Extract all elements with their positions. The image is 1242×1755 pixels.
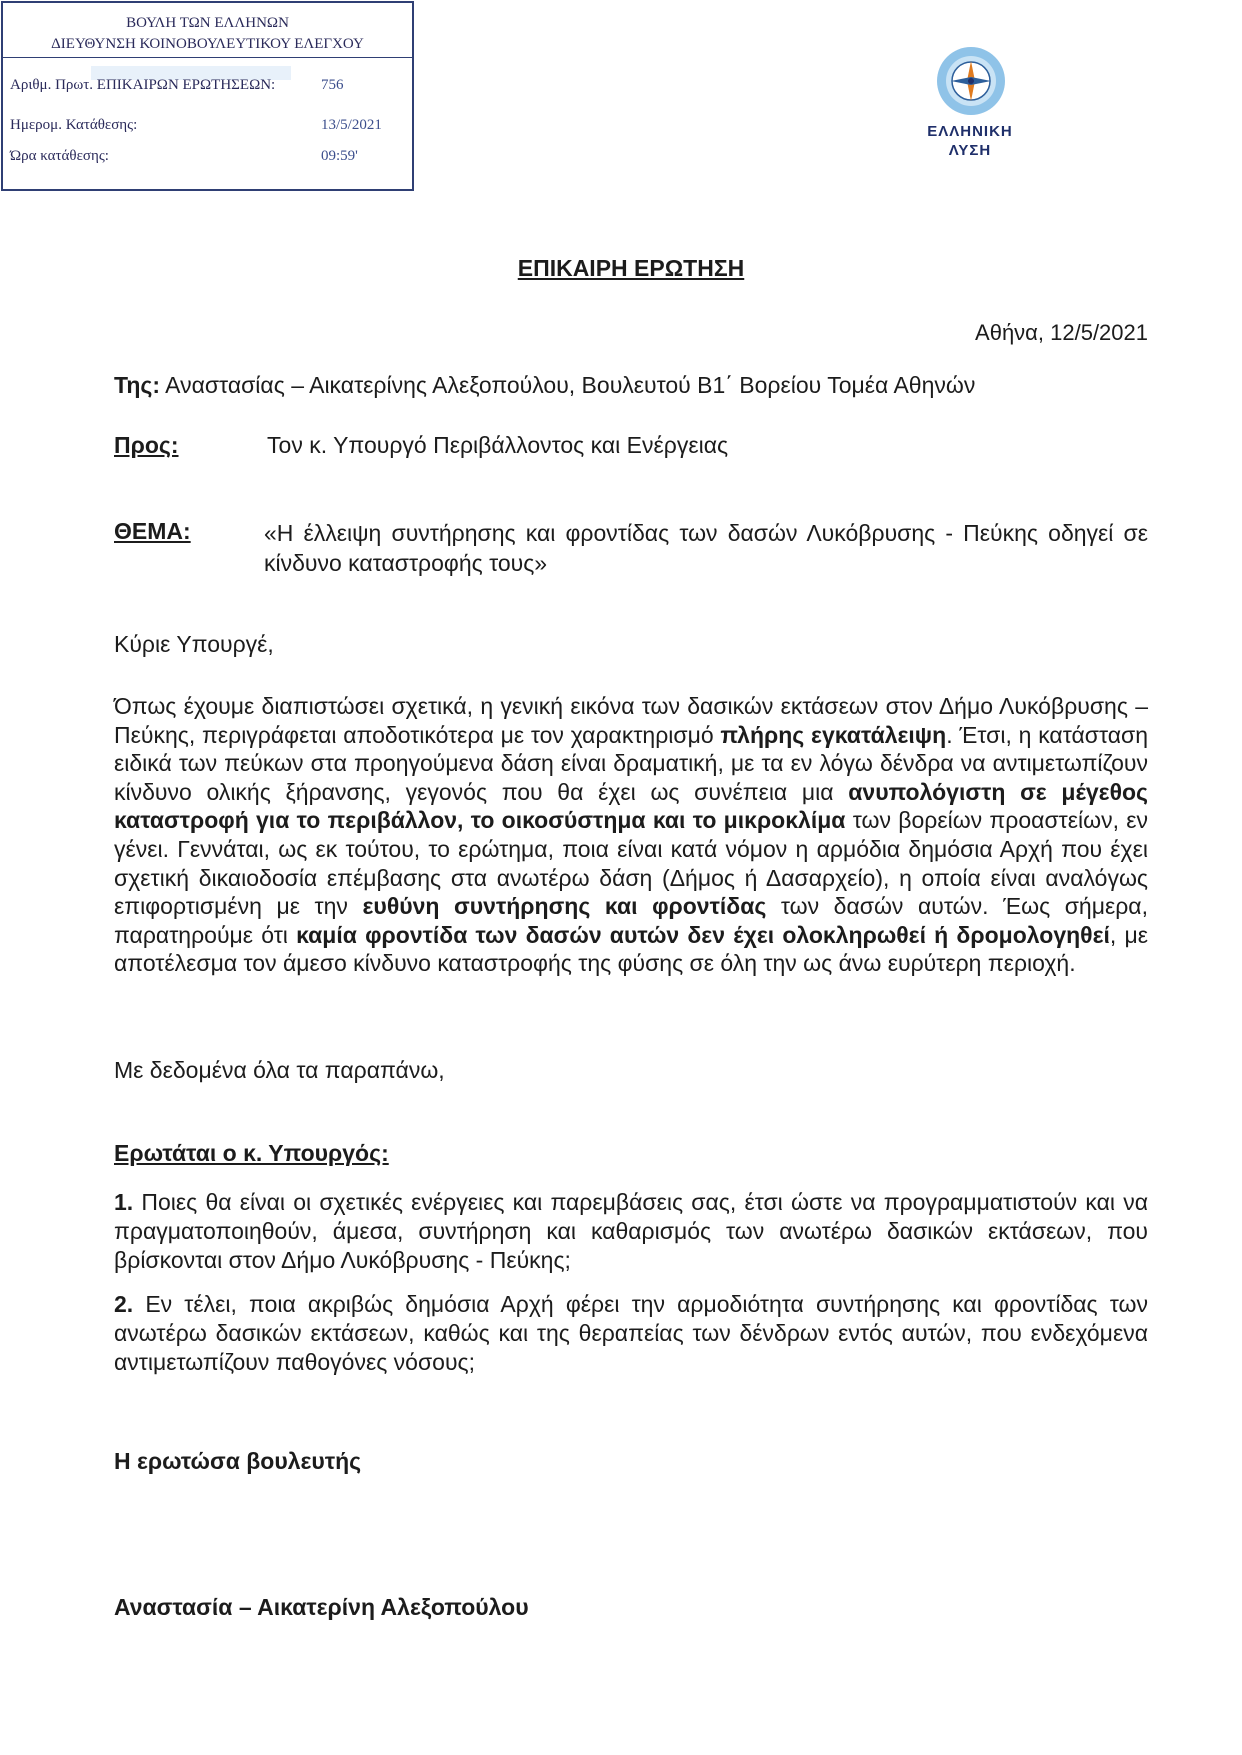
compass-icon <box>935 45 1007 117</box>
question-2 <box>114 1290 1148 1377</box>
sender-line <box>114 372 975 399</box>
body-emphasis: ευθύνη συντήρησης και φροντίδας <box>362 893 767 920</box>
sender-label: Της: <box>114 372 161 398</box>
stamp-directorate: ΔΙΕΥΘΥΝΣΗ ΚΟΙΝΟΒΟΥΛΕΥΤΙΚΟΥ ΕΛΕΓΧΟΥ <box>51 36 364 52</box>
stamp-value: 09:59' <box>321 148 358 164</box>
body-text: των δασών αυτών. Έως σήμερα, παρατηρούμε ότι <box>114 893 1148 948</box>
filing-stamp <box>1 1 414 191</box>
questions-heading: Ερωτάται ο κ. Υπουργός: <box>114 1140 389 1166</box>
question-1 <box>114 1188 1148 1275</box>
transition-line: Με δεδομένα όλα τα παραπάνω, <box>114 1057 445 1083</box>
party-logo <box>905 45 1050 165</box>
body-text: , με αποτέλεσμα τον άμεσο κίνδυνο καταστροφής της φύσης σε όλη την ως άνω ευρύτερη περιοχή. <box>114 921 1148 977</box>
stamp-value: 13/5/2021 <box>321 117 382 133</box>
stamp-label: Ώρα κατάθεσης: <box>10 148 109 164</box>
salutation: Κύριε Υπουργέ, <box>114 631 274 657</box>
body-text: . Έτσι, η κατάσταση ειδικά των πεύκων στα προηγούμενα δάση είναι δραματική, με τα εν λόγω δένδρα να αντιμετωπίζουν κίνδυνο ολικής ξήρανσης, γεγονός που θα έχει ως συνέπεια μια <box>114 721 1149 805</box>
body-emphasis: ανυπολόγιστη σε μέγεθος καταστροφή για το περιβάλλον, το οικοσύστημα και το μικροκλίμα <box>114 778 1149 834</box>
body-text: των βορείων προαστείων, εν γένει. Γεννάται, ως εκ τούτου, το ερώτημα, ποια είναι κατά νόμον η αρμόδια δημόσια Αρχή που έχει σχετική δικαιοδοσία επέμβασης στα ανωτέρω δάση (Δήμος ή Δασαρχείο), η οποία είναι αναλόγως επιφορτισμένη με την <box>114 807 1148 920</box>
question-text: Εν τέλει, ποια ακριβώς δημόσια Αρχή φέρει την αρμοδιότητα συντήρησης και φροντίδας των ανωτέρω δασικών εκτάσεων, καθώς και της θεραπείας των δένδρων εντός αυτών, που ενδεχόμενα αντιμετωπίζουν παθογόνες νόσους; <box>114 1291 1148 1375</box>
stamp-divider <box>3 57 412 58</box>
body-paragraph <box>114 692 1148 978</box>
document-title: ΕΠΙΚΑΙΡΗ ΕΡΩΤΗΣΗ <box>517 255 745 281</box>
stamp-label: Ημερομ. Κατάθεσης: <box>10 117 138 133</box>
sender-value: Αναστασίας – Αικατερίνης Αλεξοπούλου, Βουλευτού Β1΄ Βορείου Τομέα Αθηνών <box>165 372 976 398</box>
stamp-label: Αριθμ. Πρωτ. ΕΠΙΚΑΙΡΩΝ ΕΡΩΤΗΣΕΩΝ: <box>10 77 276 93</box>
logo-text-line1: ΕΛΛΗΝΙΚΗ <box>927 123 1013 140</box>
logo-text-line2: ΛΥΣΗ <box>948 142 992 159</box>
document-date: Αθήνα, 12/5/2021 <box>975 320 1148 345</box>
stamp-parliament: ΒΟΥΛΗ ΤΩΝ ΕΛΛΗΝΩΝ <box>126 15 289 31</box>
stamp-value: 756 <box>321 77 344 93</box>
body-text: Όπως έχουμε διαπιστώσει σχετικά, η γενική εικόνα των δασικών εκτάσεων στον Δήμο Λυκόβρυσης – Πεύκης, περιγράφεται αποδοτικότερα με τον χαρακτηρισμό <box>114 693 1148 748</box>
body-emphasis: πλήρης εγκατάλειψη <box>720 721 947 748</box>
question-text: Ποιες θα είναι οι σχετικές ενέργειες και παρεμβάσεις σας, έτσι ώστε να προγραμματιστούν και να πραγματοποιηθούν, άμεσα, συντήρηση και καθαρισμός των ανωτέρω δασικών εκτάσεων, που βρίσκονται στον Δήμο Λυκόβρυσης - Πεύκης; <box>114 1189 1148 1273</box>
recipient-value: Τον κ. Υπουργό Περιβάλλοντος και Ενέργειας <box>267 432 729 458</box>
question-number: 1. <box>114 1189 134 1215</box>
body-emphasis: καμία φροντίδα των δασών αυτών δεν έχει ολοκληρωθεί ή δρομολογηθεί <box>296 921 1110 948</box>
recipient-label: Προς: <box>114 432 179 458</box>
question-number: 2. <box>114 1291 134 1317</box>
subject-value: «Η έλλειψη συντήρησης και φροντίδας των δασών Λυκόβρυσης - Πεύκης οδηγεί σε κίνδυνο καταστροφής τους» <box>264 520 1148 576</box>
subject-label: ΘΕΜΑ: <box>114 518 191 544</box>
signature-name: Αναστασία – Αικατερίνη Αλεξοπούλου <box>114 1594 529 1620</box>
signature-role: Η ερωτώσα βουλευτής <box>114 1448 362 1474</box>
